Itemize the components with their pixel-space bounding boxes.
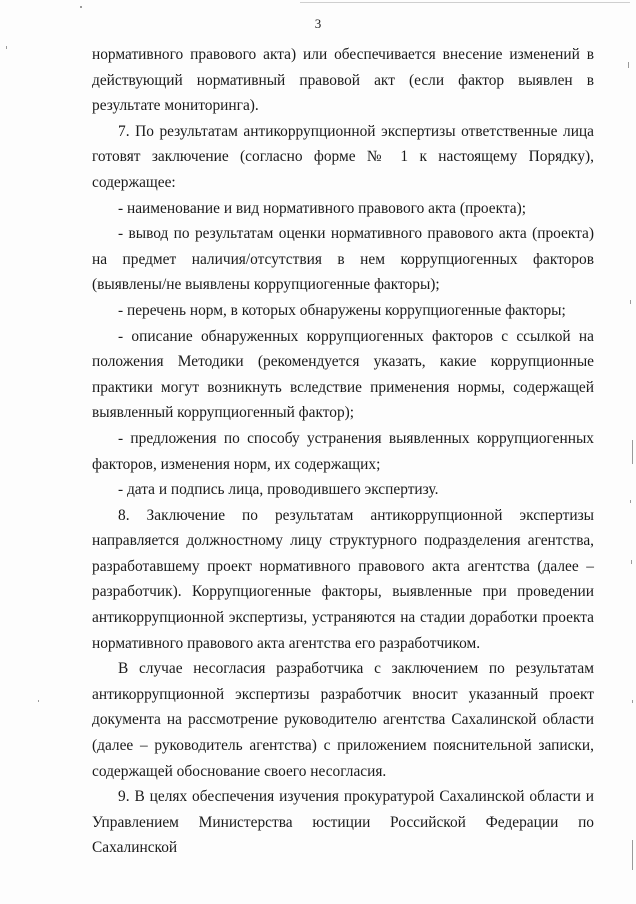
paragraph-item-9: 9. В целях обеспечения изучения прокуратурой Сахалинской области и Управлением Министерства юстиции Российской Федерации по Сахалинской — [92, 788, 594, 857]
scan-artifact — [38, 700, 39, 702]
scan-artifact — [630, 500, 631, 503]
scan-artifact — [632, 440, 633, 464]
scan-artifact — [632, 700, 633, 703]
paragraph-continuation: нормативного правового акта) или обеспечивается внесение изменений в действующий нормативный правовой акт (если фактор выявлен в результате мониторинга). — [92, 46, 594, 115]
list-item: - наименование и вид нормативного правового акта (проекта); — [118, 199, 527, 217]
paragraph-item-8: 8. Заключение по результатам антикоррупционной экспертизы направляется должностному лицу структурного подразделения агентства, разработавшему проект нормативного правового акта агентства (далее – разработчик). Коррупциогенные факторы, выявленные при проведении антикоррупционной экспертизы, устраняются на стадии доработки проекта нормативного правового акта агентства его разработчиком. — [92, 506, 594, 652]
scan-artifact — [6, 46, 7, 49]
document-body — [92, 42, 594, 861]
page-number: 3 — [314, 16, 322, 31]
scan-artifact — [630, 300, 631, 304]
scan-artifact — [632, 840, 633, 870]
paragraph-item-7: 7. По результатам антикоррупционной экспертизы ответственные лица готовят заключение (согласно форме № 1 к настоящему Порядку), содержащее: — [92, 122, 594, 191]
list-item: - вывод по результатам оценки нормативного правового акта (проекта) на предмет наличия/отсутствия в нем коррупциогенных факторов (выявлены/не выявлены коррупциогенные факторы); — [92, 225, 594, 294]
list-item: - дата и подпись лица, проводившего экспертизу. — [118, 481, 439, 499]
list-item: - предложения по способу устранения выявленных коррупциогенных факторов, изменения норм, их содержащих; — [92, 429, 594, 473]
scan-artifact — [300, 2, 630, 3]
scan-artifact — [80, 6, 82, 8]
list-item: - перечень норм, в которых обнаружены коррупциогенные факторы; — [118, 301, 566, 319]
scan-artifact — [628, 62, 629, 68]
paragraph-disagreement: В случае несогласия разработчика с заключением по результатам антикоррупционной экспертизы разработчик вносит указанный проект документа на рассмотрение руководителю агентства Сахалинской области (далее – руководитель агентства) с приложением пояснительной записки, содержащей обоснование своего несогласия. — [92, 660, 594, 780]
scan-artifact — [631, 560, 632, 564]
list-item: - описание обнаруженных коррупциогенных факторов с ссылкой на положения Методики (рекомендуется указать, какие коррупционные практики могут возникнуть вследствие применения нормы, содержащей выявленный коррупциогенный фактор); — [92, 327, 594, 422]
